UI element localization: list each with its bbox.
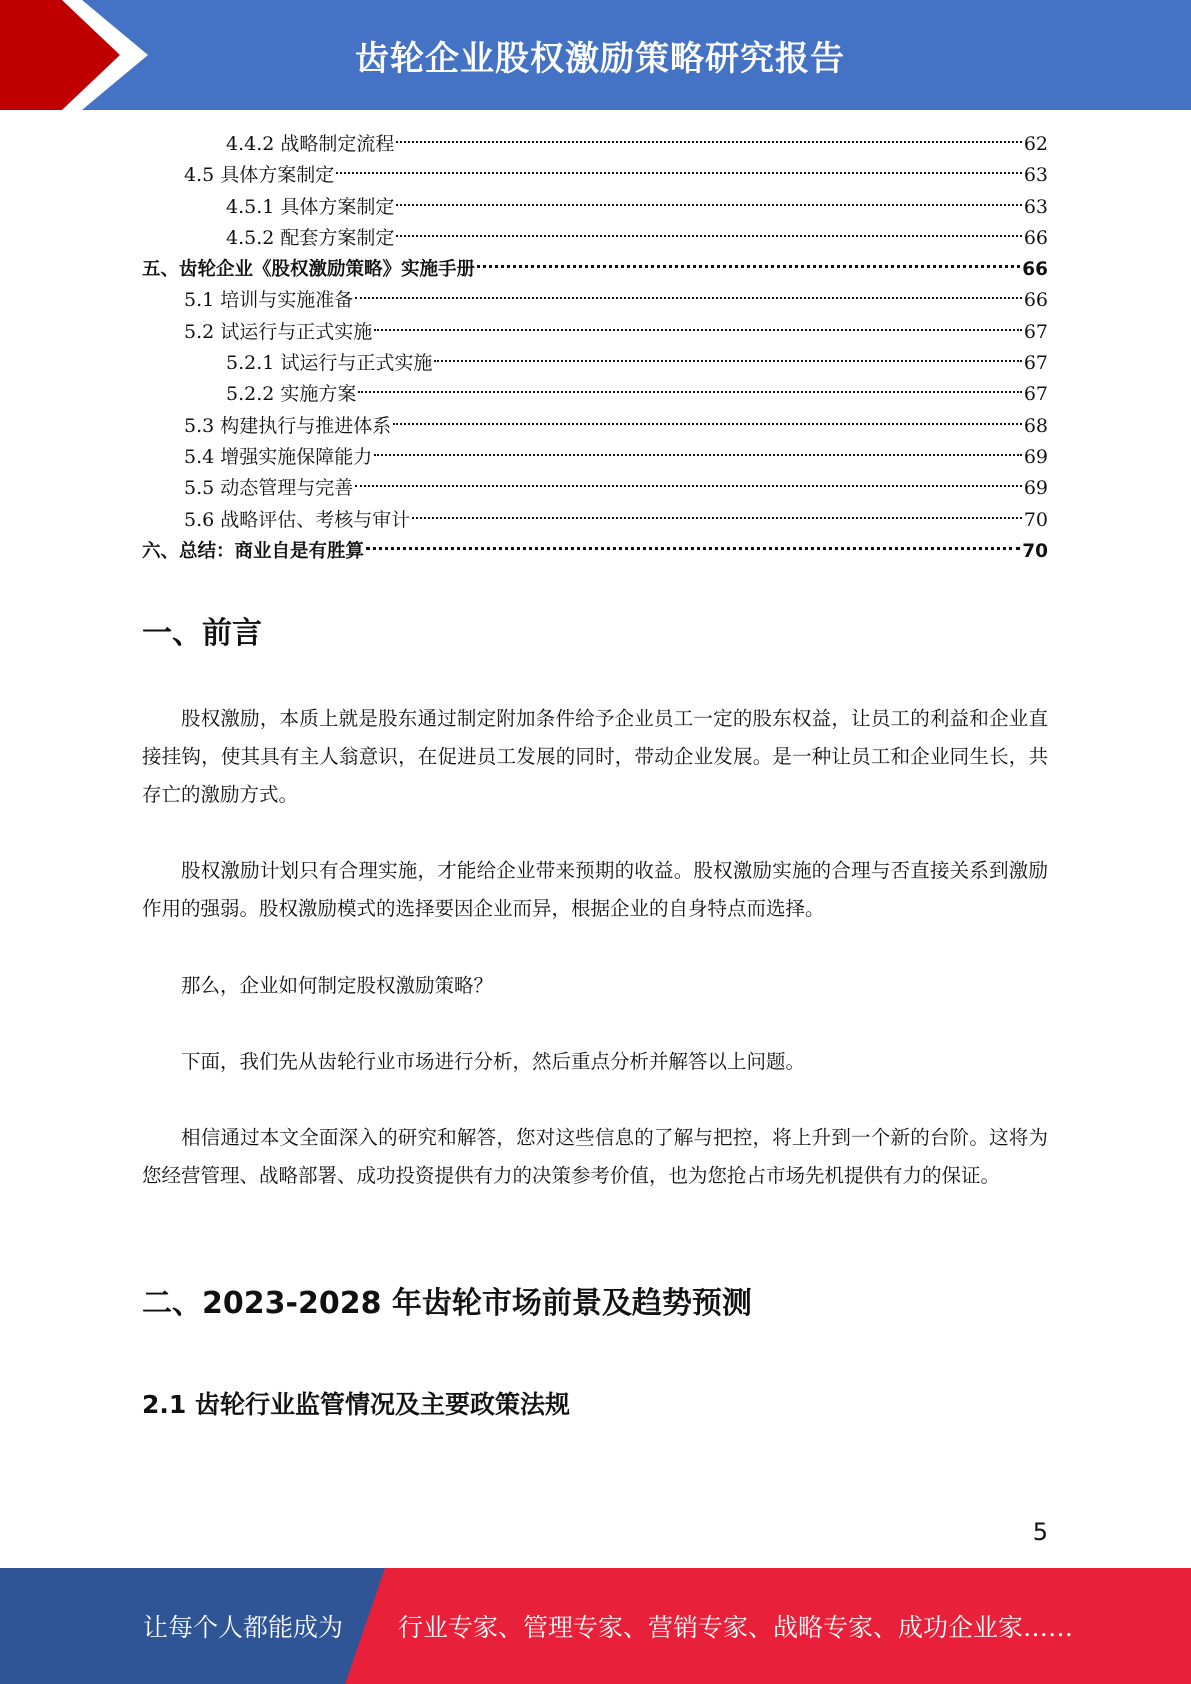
toc-entry[interactable] xyxy=(142,411,1048,442)
toc-entry[interactable] xyxy=(142,317,1048,348)
toc-entry-label: 4.5 具体方案制定 xyxy=(184,164,335,187)
header-arrow-graphic xyxy=(0,0,160,110)
toc-entry-page: 66 xyxy=(1022,259,1048,281)
footer-slogan-lead: 让每个人都能成为 xyxy=(143,1613,344,1642)
toc-entry-label: 5.2.1 试运行与正式实施 xyxy=(226,352,433,375)
paragraph-3: 那么，企业如何制定股权激励策略？ xyxy=(181,974,494,997)
toc-entry[interactable] xyxy=(142,473,1048,504)
paragraph-2: 股权激励计划只有合理实施，才能给企业带来预期的收益。股权激励实施的合理与否直接关系到激励作用的强弱。股权激励模式的选择要因企业而异，根据企业的自身特点而选择。 xyxy=(142,859,1048,920)
toc-entry[interactable] xyxy=(142,223,1048,254)
page-number: 5 xyxy=(1032,1518,1048,1546)
toc-entry[interactable] xyxy=(142,192,1048,223)
subsection-heading-regulation: 2.1 齿轮行业监管情况及主要政策法规 xyxy=(142,1390,570,1419)
toc-entry-page: 66 xyxy=(1023,289,1048,312)
report-title: 齿轮企业股权激励策略研究报告 xyxy=(355,39,845,79)
toc-entry[interactable] xyxy=(142,442,1048,473)
paragraph-4: 下面，我们先从齿轮行业市场进行分析，然后重点分析并解答以上问题。 xyxy=(181,1050,806,1073)
toc-entry[interactable] xyxy=(142,129,1048,160)
toc-entry-page: 67 xyxy=(1023,320,1048,343)
toc-entry-page: 62 xyxy=(1023,133,1048,155)
toc-entry-page: 68 xyxy=(1023,414,1048,437)
toc-dot-leader xyxy=(374,454,1022,456)
toc-entry-label: 六、总结：商业自是有胜算 xyxy=(142,540,365,562)
toc-entry-label: 5.1 培训与实施准备 xyxy=(184,289,354,312)
toc-dot-leader xyxy=(374,329,1022,331)
toc-entry[interactable] xyxy=(142,160,1048,191)
toc-entry-label: 5.5 动态管理与完善 xyxy=(184,477,354,500)
toc-entry[interactable] xyxy=(142,348,1048,379)
toc-entry-page: 67 xyxy=(1023,383,1048,406)
toc-dot-leader xyxy=(434,360,1021,362)
toc-entry-page: 63 xyxy=(1023,195,1048,218)
toc-entry-label: 5.2.2 实施方案 xyxy=(226,383,357,406)
toc-entry[interactable] xyxy=(142,536,1048,567)
toc-dot-leader xyxy=(358,391,1021,393)
toc-entry-page: 69 xyxy=(1023,445,1048,468)
toc-entry-label: 5.6 战略评估、考核与审计 xyxy=(184,508,411,531)
toc-dot-leader xyxy=(396,141,1021,143)
section-heading-preface: 一、前言 xyxy=(142,616,262,651)
toc-entry[interactable] xyxy=(142,379,1048,410)
toc-entry[interactable] xyxy=(142,254,1048,285)
toc-entry-page: 67 xyxy=(1023,352,1048,375)
toc-entry-page: 70 xyxy=(1023,508,1048,531)
toc-dot-leader xyxy=(355,485,1022,487)
toc-dot-leader xyxy=(396,204,1021,206)
toc-entry-label: 五、齿轮企业《股权激励策略》实施手册 xyxy=(142,259,476,281)
paragraph-1: 股权激励，本质上就是股东通过制定附加条件给予企业员工一定的股东权益，让员工的利益和企业直接挂钩，使其具有主人翁意识，在促进员工发展的同时，带动企业发展。是一种让员工和企业同生长，共存亡的激励方式。 xyxy=(142,707,1048,806)
toc-entry[interactable] xyxy=(142,285,1048,316)
toc-entry-page: 66 xyxy=(1023,226,1048,249)
toc-entry-label: 4.4.2 战略制定流程 xyxy=(226,133,395,155)
toc-dot-leader xyxy=(355,297,1022,299)
paragraph-5: 相信通过本文全面深入的研究和解答，您对这些信息的了解与把控，将上升到一个新的台阶。这将为您经营管理、战略部署、成功投资提供有力的决策参考价值，也为您抢占市场先机提供有力的保证。 xyxy=(142,1126,1048,1187)
toc-dot-leader xyxy=(396,235,1021,237)
toc-entry-label: 5.3 构建执行与推进体系 xyxy=(184,414,392,437)
toc-dot-leader xyxy=(366,547,1020,550)
toc-entry-label: 4.5.1 具体方案制定 xyxy=(226,195,395,218)
section-heading-market-forecast: 二、2023-2028 年齿轮市场前景及趋势预测 xyxy=(142,1286,752,1321)
toc-entry-page: 69 xyxy=(1023,477,1048,500)
footer-slogan-roles: 行业专家、管理专家、营销专家、战略专家、成功企业家…… xyxy=(398,1613,1074,1642)
page-header xyxy=(0,0,1191,110)
toc-entry-page: 63 xyxy=(1023,164,1048,187)
toc-entry[interactable] xyxy=(142,505,1048,536)
toc-dot-leader xyxy=(412,517,1022,519)
table-of-contents xyxy=(142,129,1048,567)
toc-entry-label: 4.5.2 配套方案制定 xyxy=(226,226,395,249)
toc-entry-page: 70 xyxy=(1022,540,1048,562)
toc-entry-label: 5.4 增强实施保障能力 xyxy=(184,445,373,468)
page-footer xyxy=(0,1568,1191,1684)
toc-entry-label: 5.2 试运行与正式实施 xyxy=(184,320,373,343)
toc-dot-leader xyxy=(393,423,1022,425)
toc-dot-leader xyxy=(477,265,1020,268)
toc-dot-leader xyxy=(336,172,1022,174)
